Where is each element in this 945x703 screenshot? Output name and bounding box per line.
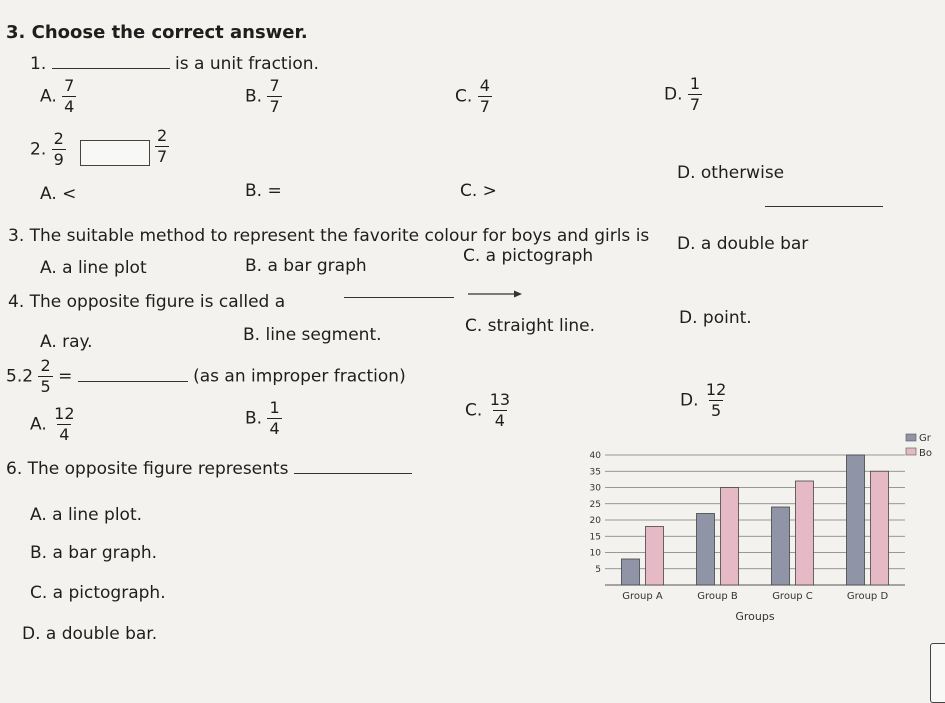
q2-option-b[interactable]: B. = xyxy=(245,181,282,201)
q5-option-c[interactable]: C. $\frac{13}{4}$ xyxy=(465,390,511,430)
q1-option-c[interactable]: C. $\frac{4}{7}$ xyxy=(455,76,490,116)
y-tick-label: 5 xyxy=(595,564,601,575)
x-tick-label: Group A xyxy=(622,591,663,602)
y-tick-label: 35 xyxy=(589,467,601,478)
legend-swatch-series-2 xyxy=(906,448,916,455)
legend-swatch-series-1 xyxy=(906,434,916,441)
q5-hint: (as an improper fraction) xyxy=(193,366,406,387)
q2-stem xyxy=(30,131,66,168)
fraction: $\frac{12}{5}$ xyxy=(705,380,727,420)
q4-option-b[interactable]: B. line segment. xyxy=(243,325,382,345)
chart-x-ticks xyxy=(622,591,888,602)
bar-bo-group-d xyxy=(871,471,889,585)
y-tick-label: 15 xyxy=(589,532,601,543)
q6-option-c[interactable]: C. a pictograph. xyxy=(30,583,166,603)
q1-blank[interactable] xyxy=(52,68,170,69)
bar-gr-group-a xyxy=(622,559,640,585)
q4-stem: 4. The opposite figure is called a xyxy=(8,292,286,312)
q1-number: 1. xyxy=(30,54,47,74)
y-tick-label: 30 xyxy=(589,483,601,494)
fraction: $\frac{1}{4}$ xyxy=(269,398,280,438)
q1-option-a[interactable]: A. $\frac{7}{4}$ xyxy=(40,76,75,116)
q3-option-d[interactable]: D. a double bar xyxy=(677,234,809,254)
fraction: $\frac{7}{7}$ xyxy=(269,76,280,116)
q3-stem: 3. The suitable method to represent the favorite colour for boys and girls is xyxy=(8,226,650,246)
corner-box xyxy=(930,643,945,703)
q2-number: 2. xyxy=(30,139,47,160)
q5-option-d[interactable]: D. $\frac{12}{5}$ xyxy=(680,380,727,420)
q3-option-c[interactable]: C. a pictograph xyxy=(463,246,594,266)
q2-option-c[interactable]: C. > xyxy=(460,181,497,201)
double-bar-chart xyxy=(565,425,945,635)
legend-label-series-1: Gr xyxy=(919,433,931,444)
q3-option-a[interactable]: A. a line plot xyxy=(40,258,147,278)
page-title: 3. Choose the correct answer. xyxy=(6,22,308,43)
y-tick-label: 40 xyxy=(589,451,601,461)
fraction: $\frac{7}{4}$ xyxy=(64,76,75,116)
q1-stem xyxy=(30,54,319,74)
q2-option-a[interactable]: A. < xyxy=(40,184,77,204)
q4-option-a[interactable]: A. ray. xyxy=(40,332,93,352)
bar-bo-group-c xyxy=(796,481,814,585)
ray-figure xyxy=(466,288,524,300)
bar-bo-group-a xyxy=(646,527,664,586)
q3-option-b[interactable]: B. a bar graph xyxy=(245,256,367,276)
q5-blank[interactable] xyxy=(78,381,188,382)
q4-option-c[interactable]: C. straight line. xyxy=(465,316,596,336)
q5-option-a[interactable]: A. $\frac{12}{4}$ xyxy=(30,404,75,444)
q1-text: is a unit fraction. xyxy=(175,54,319,74)
q5-option-b[interactable]: B. $\frac{1}{4}$ xyxy=(245,398,280,438)
x-tick-label: Group B xyxy=(697,591,738,602)
q2-option-d[interactable]: D. otherwise xyxy=(677,163,785,183)
bar-gr-group-c xyxy=(772,507,790,585)
chart-x-label: Groups xyxy=(735,610,775,623)
q2-comparison-box[interactable] xyxy=(80,140,150,166)
bar-bo-group-b xyxy=(721,488,739,586)
fraction: $\frac{4}{7}$ xyxy=(479,76,490,116)
q3-blank[interactable] xyxy=(765,206,883,207)
q6-option-a[interactable]: A. a line plot. xyxy=(30,505,143,525)
y-tick-label: 20 xyxy=(589,516,601,526)
q6-blank[interactable] xyxy=(294,473,412,474)
chart-y-ticks xyxy=(590,451,602,575)
q6-option-d[interactable]: D. a double bar. xyxy=(22,624,158,644)
q1-option-b[interactable]: B. $\frac{7}{7}$ xyxy=(245,76,280,116)
bar-gr-group-d xyxy=(847,455,865,585)
x-tick-label: Group D xyxy=(846,591,889,602)
y-tick-label: 10 xyxy=(589,548,601,559)
fraction: $\frac{13}{4}$ xyxy=(489,390,511,430)
q5-stem: 5.2 $\frac{2}{5}$ = (as an improper fraction) xyxy=(6,356,406,396)
q4-option-d[interactable]: D. point. xyxy=(679,308,752,328)
fraction: $\frac{2}{5}$ xyxy=(40,356,51,396)
x-tick-label: Group C xyxy=(772,591,813,602)
bar-gr-group-b xyxy=(697,514,715,586)
legend-label-series-2: Bo xyxy=(919,448,932,459)
q2-right-fraction: $\frac{2}{7}$ xyxy=(157,126,168,166)
chart-legend xyxy=(906,433,932,459)
q1-option-d[interactable]: D. $\frac{1}{7}$ xyxy=(664,74,701,114)
q6-stem: 6. The opposite figure represents xyxy=(6,459,412,479)
fraction: $\frac{12}{4}$ xyxy=(54,404,75,444)
y-tick-label: 25 xyxy=(589,499,601,510)
q4-blank[interactable] xyxy=(344,297,454,298)
fraction: $\frac{1}{7}$ xyxy=(689,74,701,114)
fraction: $\frac{2}{9}$ xyxy=(53,129,64,169)
q6-option-b[interactable]: B. a bar graph. xyxy=(30,543,158,563)
